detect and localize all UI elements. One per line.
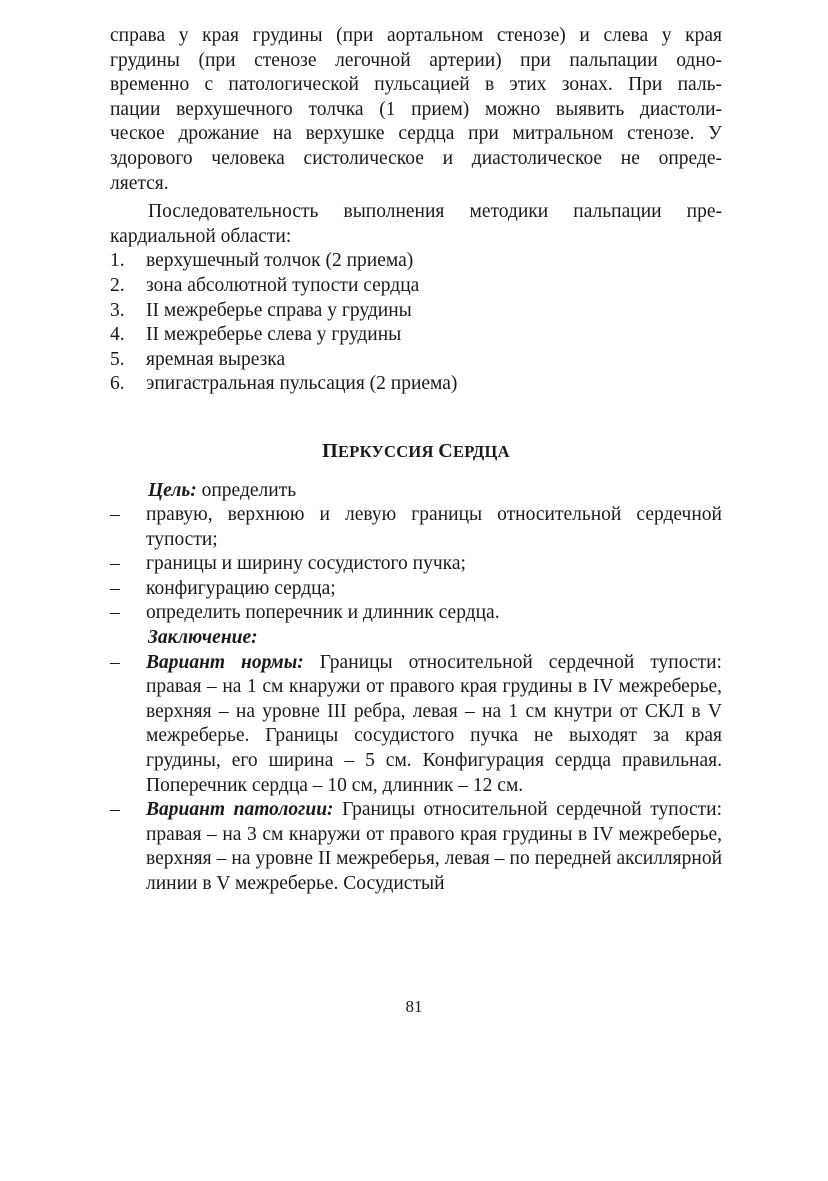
- list-item: [110, 299, 722, 324]
- list-number: 3.: [110, 299, 125, 321]
- goal-label: Цель:: [148, 479, 197, 501]
- list-item: [110, 577, 722, 602]
- goal-text: определить: [196, 479, 297, 501]
- palpation-steps-list: [110, 249, 722, 397]
- dash-bullet: –: [110, 651, 120, 673]
- list-number: 4.: [110, 324, 125, 346]
- heading-capital: С: [438, 439, 453, 462]
- text-line: здорового человека систолическое и диастолическое не опреде-: [110, 147, 722, 169]
- text-line: ляется.: [110, 172, 169, 194]
- list-number: 6.: [110, 373, 125, 395]
- section-heading: [110, 439, 722, 465]
- list-item: [110, 601, 722, 626]
- goals-list: [110, 503, 722, 626]
- list-text: границы и ширину сосудистого пучка;: [146, 553, 466, 575]
- dash-bullet: –: [110, 504, 120, 526]
- list-text: II межреберье справа у грудины: [146, 299, 412, 321]
- list-text: верхушечный толчок (2 приема): [146, 250, 414, 272]
- text-line: Последовательность выполнения методики пальпации пре-: [148, 201, 722, 223]
- sequence-intro: [110, 200, 722, 249]
- list-text: определить поперечник и длинник сердца.: [146, 602, 500, 624]
- dash-bullet: –: [110, 602, 120, 624]
- text-line: кардиальной области:: [110, 225, 292, 247]
- text-line: грудины (при стенозе легочной артерии) при пальпации одно-: [110, 49, 722, 71]
- dash-bullet: –: [110, 799, 120, 821]
- dash-bullet: –: [110, 553, 120, 575]
- goal-line: [110, 479, 722, 504]
- dash-bullet: –: [110, 577, 120, 599]
- text-line: справа у края грудины (при аортальном стенозе) и слева у края: [110, 25, 722, 46]
- page-body: [110, 24, 722, 897]
- variant-item: [110, 798, 722, 896]
- list-text: правую, верхнюю и левую границы относительной сердечной тупости;: [146, 504, 722, 550]
- list-item: [110, 249, 722, 274]
- list-number: 2.: [110, 274, 125, 296]
- text-line: пации верхушечного толчка (1 прием) можно выявить диастоли-: [110, 98, 722, 120]
- intro-paragraph: [110, 24, 722, 196]
- variant-text: Границы относительной сердечной тупости: правая – на 1 см кнаружи от правого края грудины в IV межреберье, верхняя – на уровне III ребра, левая – на 1 см кнутри от СКЛ в V межреберье. Границы сосудистого пучка не выходят за края грудины, его ширина – 5 см. Конфигурация сердца правильная. Поперечник сердца – 10 см, длинник – 12 см.: [146, 651, 722, 796]
- variant-item: [110, 651, 722, 799]
- heading-capital: П: [322, 439, 338, 462]
- variants-list: [110, 651, 722, 897]
- list-text: зона абсолютной тупости сердца: [146, 274, 420, 296]
- list-item: [110, 323, 722, 348]
- list-number: 5.: [110, 348, 125, 370]
- variant-label: Вариант патологии:: [146, 799, 334, 821]
- heading-rest: ЕРДЦА: [452, 441, 510, 461]
- variant-label: Вариант нормы:: [146, 651, 304, 673]
- variant-text: Границы относительной сердечной тупости: правая – на 3 см кнаружи от правого края грудины в IV межреберье, верхняя – на уровне II межреберья, левая – по передней аксиллярной линии в V межреберье. Сосудистый: [146, 799, 722, 894]
- conclusion-label-line: [110, 626, 722, 651]
- list-item: [110, 372, 722, 397]
- list-item: [110, 274, 722, 299]
- list-number: 1.: [110, 250, 125, 272]
- list-text: конфигурацию сердца;: [146, 577, 336, 599]
- list-item: [110, 503, 722, 552]
- list-text: эпигастральная пульсация (2 приема): [146, 373, 458, 395]
- list-item: [110, 348, 722, 373]
- conclusion-label: Заключение:: [148, 627, 258, 649]
- list-text: II межреберье слева у грудины: [146, 324, 402, 346]
- list-text: яремная вырезка: [146, 348, 286, 370]
- text-line: временно с патологической пульсацией в этих зонах. При паль-: [110, 74, 722, 96]
- heading-rest: ЕРКУССИЯ: [337, 441, 439, 461]
- list-item: [110, 552, 722, 577]
- text-line: ческое дрожание на верхушке сердца при митральном стенозе. У: [110, 123, 722, 145]
- page-number: 81: [405, 997, 423, 1016]
